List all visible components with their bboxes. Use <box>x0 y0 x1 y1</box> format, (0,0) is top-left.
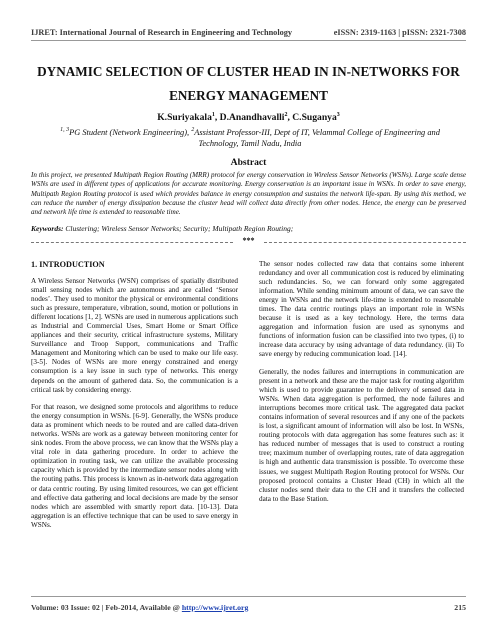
author-1: K.Suriyakala <box>157 112 212 123</box>
page-footer <box>31 603 466 612</box>
author-list <box>31 112 466 123</box>
footer-rule <box>31 596 466 597</box>
separator-stars: *** <box>242 236 255 245</box>
section-separator <box>31 238 466 246</box>
author-separator: , <box>214 112 220 123</box>
author-separator: , <box>287 112 293 123</box>
affiliation-text-1: PG Student (Network Engineering), <box>69 128 192 137</box>
volume-info: Volume: 03 Issue: 02 | Feb-2014, Available @ <box>31 603 182 612</box>
abstract-body: In this project, we presented Multipath Region Routing (MRR) protocol for energy conservation in Wireless Sensor Networks (WSNs). Large scale dense WSNs are used in different types of applications for accurate monitoring. Energy conservation is an important issue in WSNs. In order to save energy, Multipath Region Routing protocol is used which provides balance in energy consumption and sustains the network life-span. By using this method, we can reduce the number of energy dissipation because the cluster head will collect data directly from other nodes. Hence, the energy can be preserved and network life time is extended to reasonable time. <box>31 171 466 217</box>
keywords <box>31 224 466 234</box>
header-rule <box>31 40 466 41</box>
paper-title <box>31 60 466 108</box>
right-column <box>259 260 464 512</box>
journal-url-link[interactable]: http://www.ijret.org <box>181 603 249 612</box>
paragraph: For that reason, we designed some protocols and algorithms to reduce the energy consumption in WSNs. [6-9]. Generally, the WSNs produce data as prominent which needs to be routed and are called data-driven networks. WSNs are work as a gateway between monitoring center for sink nodes. From the above process, we can know that the WSNs play a vital role in data gathering procedure. In order to achieve the optimization in routing task, we can utilize the available processing capacity which is provided by the intermediate sensor nodes along with the routing paths. This process is known as in-network data aggregation or data centric routing. By using limited resources, we can get efficient and effective data gathering and local decisions are made by the sensor nodes which are assembled with smartly report data. [10-13]. Data aggregation is an effective technique that can be used to save energy in WSNs. <box>31 403 238 529</box>
separator-dash-right <box>264 242 466 243</box>
author-1-mark: 1 <box>211 111 215 118</box>
title-line-1: DYNAMIC SELECTION OF CLUSTER HEAD IN IN-NETWORKS FOR <box>37 64 460 79</box>
affiliation-mark-1: 1, 3 <box>60 127 70 134</box>
affiliation-mark-2: 2 <box>191 127 195 134</box>
author-2: D.Anandhavalli <box>219 112 285 123</box>
paragraph: A Wireless Sensor Networks (WSN) comprises of spatially distributed small sensing nodes which are autonomous and are called ‘Sensor nodes’. They used to monitor the physical or environmental conditions such as pressure, temperature, vibration, sound, motion or pollutions in different locations [1, 2]. WSNs are used in numerous applications such as Industrial and Commercial Uses, Smart Home or Smart Office appliances and their security, critical infrastructure systems, Military Surveillance and Troop Support, communications and Traffic Management and Monitoring which can be used to make our life easy. [3-5]. Nodes of WSNs are more energy constrained and energy consumption is a key issue in such type of networks. This energy depends on the amount of gathered data. So, the communication is a critical task by considering energy. <box>31 277 238 394</box>
keywords-label: Keywords: <box>31 224 64 233</box>
title-line-2: ENERGY MANAGEMENT <box>169 88 328 103</box>
running-header <box>31 28 466 37</box>
paragraph: The sensor nodes collected raw data that contains some inherent redundancy and over all communication cost is reduced by eliminating such redundancies. So, we can forward only some aggregated information. While sending minimum amount of data, we can save the energy in WSNs and the network life-time is extended to reasonable times. The data centric routings plays an important role in WSNs because it is used as a key technology. Here, the terms data aggregation and information fusion are used as synonyms and functions of information fusion can be classified into two types, (i) to increase data accuracy by using advantage of data redundancy. (ii) To save energy by reducing communication load. [14]. <box>259 260 464 359</box>
author-3: C.Suganya <box>292 112 337 123</box>
paragraph: Generally, the nodes failures and interruptions in communication are present in a network and these are the major task for routing algorithm which is used to provide guarantee to the delivery of sensed data in WSNs. When data aggregation is performed, the node failures and interruptions becomes more critical task. The aggregated data packet contains information of several resources and if any one of the packets is lost, a significant amount of information will also be lost. In WSNs, routing protocols with data aggregation has some features such as: it has reduced number of messages that is used to construct a routing tree; maximum number of overlapping routes, rate of data aggregation is high and authentic data transmission is possible. To overcome these issues, we suggest Multipath Region Routing protocol for WSNs. Our proposed protocol contains a Cluster Head (CH) in which all the cluster nodes send their data to the CH and it transfers the collected data to the Base Station. <box>259 368 464 503</box>
abstract-heading: Abstract <box>230 157 267 168</box>
keywords-text: Clustering; Wireless Sensor Networks; Security; Multipath Region Routing; <box>63 224 294 233</box>
affiliation <box>55 127 445 149</box>
author-3-mark: 3 <box>336 111 340 118</box>
journal-name: IJRET: International Journal of Research in Engineering and Technology <box>31 28 293 37</box>
affiliation-text-2: Assistant Professor-III, Dept of IT, Velammal College of Engineering and Technology, Tamil Nadu, India <box>194 128 440 148</box>
section-heading-introduction: 1. INTRODUCTION <box>31 260 105 269</box>
author-2-mark: 2 <box>284 111 288 118</box>
page-number: 215 <box>454 603 466 612</box>
issn-numbers: eISSN: 2319-1163 | pISSN: 2321-7308 <box>333 28 466 37</box>
left-column <box>31 260 238 538</box>
